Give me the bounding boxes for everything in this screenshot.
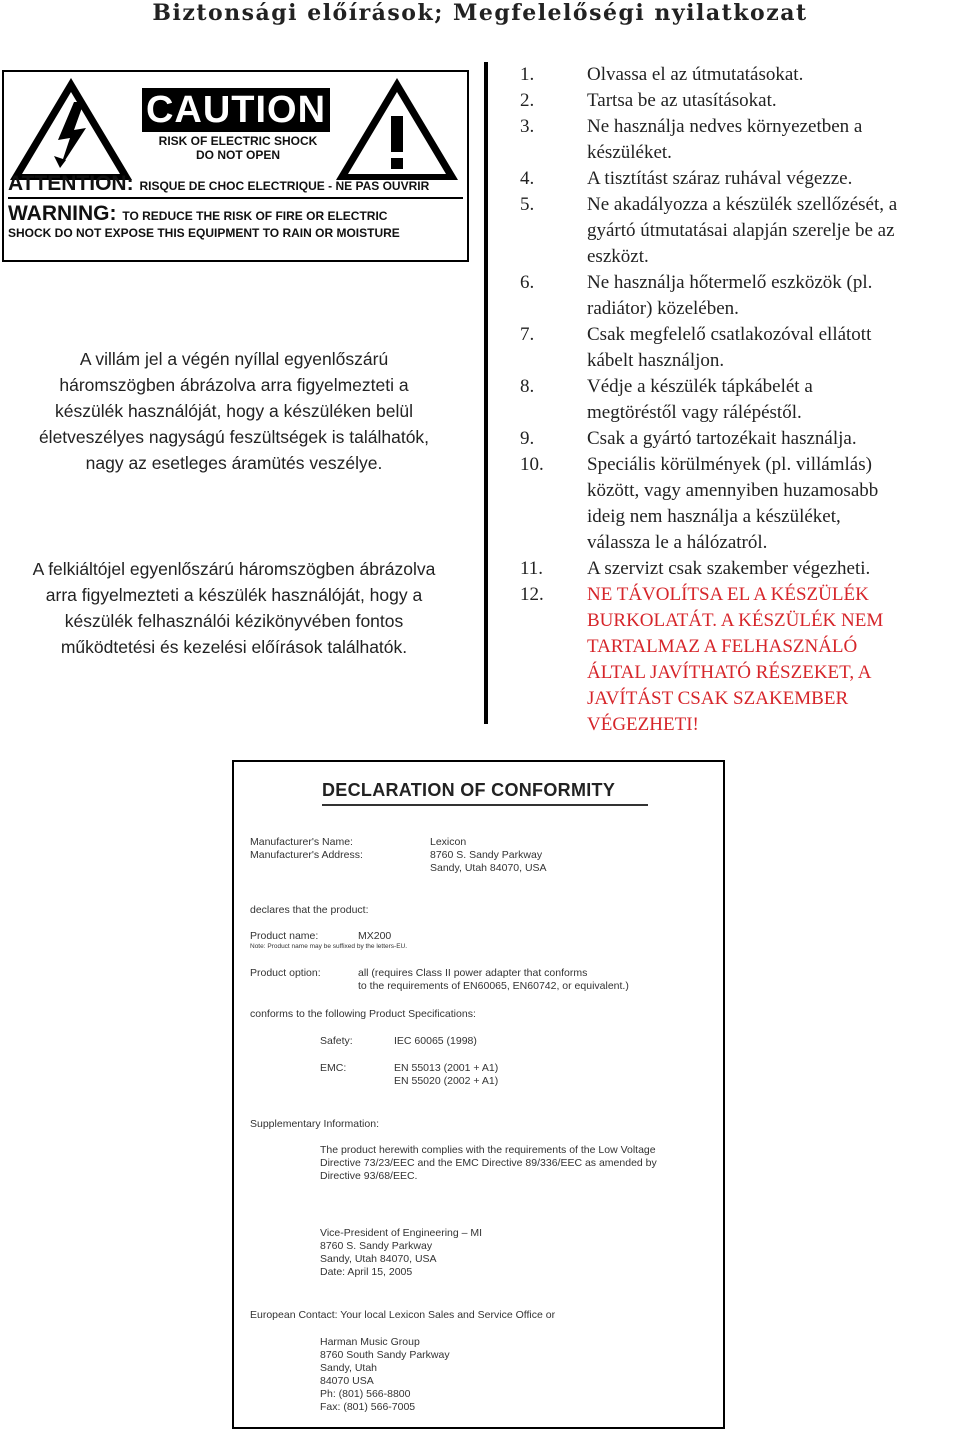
instruction-item — [520, 582, 960, 738]
manufacturer-address-label: Manufacturer's Address: — [250, 849, 363, 861]
safety-instructions-list — [520, 62, 960, 738]
instruction-number: 10. — [520, 454, 544, 475]
instruction-text: Csak a gyártó tartozékait használja. — [587, 428, 857, 449]
supplementary-label: Supplementary Information: — [250, 1118, 379, 1130]
instruction-text: Csak megfelelő csatlakozóval ellátott — [587, 324, 872, 345]
exclamation-warning-icon — [334, 76, 460, 184]
instruction-text: radiátor) közelében. — [587, 298, 739, 319]
harman-line: Harman Music Group — [320, 1336, 420, 1348]
caution-heading: CAUTION — [142, 88, 330, 132]
instruction-number: 12. — [520, 584, 544, 605]
instruction-text: megtöréstől vagy rálépéstől. — [587, 402, 802, 423]
instruction-text: készüléket. — [587, 142, 672, 163]
attention-line: ATTENTION: RISQUE DE CHOC ELECTRIQUE - NE PAS OUVRIR — [8, 172, 430, 195]
caution-label — [2, 70, 469, 262]
instruction-text: TARTALMAZ A FELHASZNÁLÓ — [587, 636, 858, 657]
instruction-text: eszközt. — [587, 246, 649, 267]
instruction-text: válassza le a hálózatról. — [587, 532, 768, 553]
caution-subtext: RISK OF ELECTRIC SHOCK DO NOT OPEN — [158, 134, 318, 162]
instruction-item — [520, 62, 960, 88]
supplementary-text: Directive 93/68/EEC. — [320, 1170, 418, 1182]
exclamation-explanation: A felkiáltójel egyenlőszárú háromszögben ábrázolva arra figyelmezteti a készülék használóját, hogy a készülék felhasználói kézikönyvében fontos működtetési és kezelési előírások találhatók. — [32, 559, 436, 657]
instruction-item — [520, 426, 960, 452]
instruction-item — [520, 88, 960, 114]
product-option: all (requires Class II power adapter that conforms — [358, 967, 588, 979]
instruction-text: között, vagy amennyiben huzamosabb — [587, 480, 879, 501]
warning-line: WARNING: TO REDUCE THE RISK OF FIRE OR ELECTRIC — [8, 202, 388, 225]
page-title: Biztonsági előírások; Megfelelőségi nyilatkozat — [152, 0, 808, 26]
vp-line: Sandy, Utah 84070, USA — [320, 1253, 437, 1265]
instruction-text: A tisztítást száraz ruhával végezze. — [587, 168, 853, 189]
instruction-item — [520, 270, 960, 322]
instruction-item — [520, 114, 960, 166]
instruction-text: Ne használja hőtermelő eszközök (pl. — [587, 272, 873, 293]
safety-value: IEC 60065 (1998) — [394, 1035, 477, 1047]
harman-line: 8760 South Sandy Parkway — [320, 1349, 450, 1361]
product-note: Note: Product name may be suffixed by the letters-EU. — [250, 943, 408, 950]
harman-fax: Fax: (801) 566-7005 — [320, 1401, 416, 1413]
instruction-text: gyártó útmutatásai alapján szerelje be az — [587, 220, 895, 241]
supplementary-text: The product herewith complies with the requirements of the Low Voltage — [320, 1144, 656, 1156]
divider — [322, 804, 648, 806]
instruction-text: Ne akadályozza a készülék szellőzését, a — [587, 194, 898, 215]
lightning-warning-icon — [8, 76, 134, 184]
instruction-number: 9. — [520, 428, 535, 449]
emc-value: EN 55020 (2002 + A1) — [394, 1075, 499, 1087]
divider — [8, 197, 463, 199]
conforms-text: conforms to the following Product Specifications: — [250, 1008, 476, 1020]
instruction-number: 1. — [520, 64, 535, 85]
instruction-text: kábelt használjon. — [587, 350, 725, 371]
instruction-text: ideig nem használja a készüléket, — [587, 506, 841, 527]
column-divider — [484, 62, 488, 724]
instruction-text: Tartsa be az utasításokat. — [587, 90, 777, 111]
product-option-label: Product option: — [250, 967, 321, 979]
manufacturer-address-line: Sandy, Utah 84070, USA — [430, 862, 547, 874]
european-contact: European Contact: Your local Lexicon Sales and Service Office or — [250, 1309, 556, 1321]
declaration-heading: DECLARATION OF CONFORMITY — [322, 780, 616, 800]
instruction-item — [520, 192, 960, 270]
instruction-text: VÉGEZHETI! — [587, 714, 699, 735]
instruction-number: 7. — [520, 324, 535, 345]
product-option: to the requirements of EN60065, EN60742, or equivalent.) — [358, 980, 629, 992]
instruction-text: Ne használja nedves környezetben a — [587, 116, 863, 137]
instruction-number: 4. — [520, 168, 535, 189]
instruction-item — [520, 374, 960, 426]
vp-date: Date: April 15, 2005 — [320, 1266, 413, 1278]
instruction-number: 5. — [520, 194, 535, 215]
manufacturer-name-label: Manufacturer's Name: — [250, 836, 353, 848]
emc-value: EN 55013 (2001 + A1) — [394, 1062, 499, 1074]
instruction-number: 6. — [520, 272, 535, 293]
harman-line: Sandy, Utah — [320, 1362, 378, 1374]
instruction-item — [520, 556, 960, 582]
manufacturer-name: Lexicon — [430, 836, 467, 848]
instruction-text: A szervizt csak szakember végezheti. — [587, 558, 871, 579]
instruction-number: 3. — [520, 116, 535, 137]
declaration-of-conformity — [232, 760, 725, 1429]
instruction-text: Speciális körülmények (pl. villámlás) — [587, 454, 872, 475]
lightning-explanation: A villám jel a végén nyíllal egyenlőszárú háromszögben ábrázolva arra figyelmezteti a készülék használóját, hogy a készüléken belül életveszélyes nagyságú feszültségek is találhatók, nagy az esetleges áramütés veszélye. — [38, 349, 430, 473]
product-name: MX200 — [358, 930, 392, 942]
instruction-number: 8. — [520, 376, 535, 397]
instruction-item — [520, 322, 960, 374]
safety-label: Safety: — [320, 1035, 353, 1047]
vp-line: 8760 S. Sandy Parkway — [320, 1240, 433, 1252]
instruction-text: BURKOLATÁT. A KÉSZÜLÉK NEM — [587, 610, 884, 631]
instruction-text: Olvassa el az útmutatásokat. — [587, 64, 804, 85]
instruction-text: NE TÁVOLÍTSA EL A KÉSZÜLÉK — [587, 584, 869, 605]
emc-label: EMC: — [320, 1062, 347, 1074]
instruction-number: 2. — [520, 90, 535, 111]
warning-line-2: SHOCK DO NOT EXPOSE THIS EQUIPMENT TO RAIN OR MOISTURE — [8, 226, 400, 240]
harman-phone: Ph: (801) 566-8800 — [320, 1388, 411, 1400]
instruction-text: ÁLTAL JAVÍTHATÓ RÉSZEKET, A — [587, 662, 872, 683]
harman-line: 84070 USA — [320, 1375, 374, 1387]
instruction-number: 11. — [520, 558, 544, 579]
vp-line: Vice-President of Engineering – MI — [320, 1227, 483, 1239]
instruction-text: JAVÍTÁST CSAK SZAKEMBER — [587, 688, 849, 709]
declares-text: declares that the product: — [250, 904, 369, 916]
instruction-text: Védje a készülék tápkábelét a — [587, 376, 813, 397]
manufacturer-address-line: 8760 S. Sandy Parkway — [430, 849, 543, 861]
instruction-item — [520, 166, 960, 192]
supplementary-text: Directive 73/23/EEC and the EMC Directive 89/336/EEC as amended by — [320, 1157, 657, 1169]
instruction-item — [520, 452, 960, 556]
product-name-label: Product name: — [250, 930, 319, 942]
